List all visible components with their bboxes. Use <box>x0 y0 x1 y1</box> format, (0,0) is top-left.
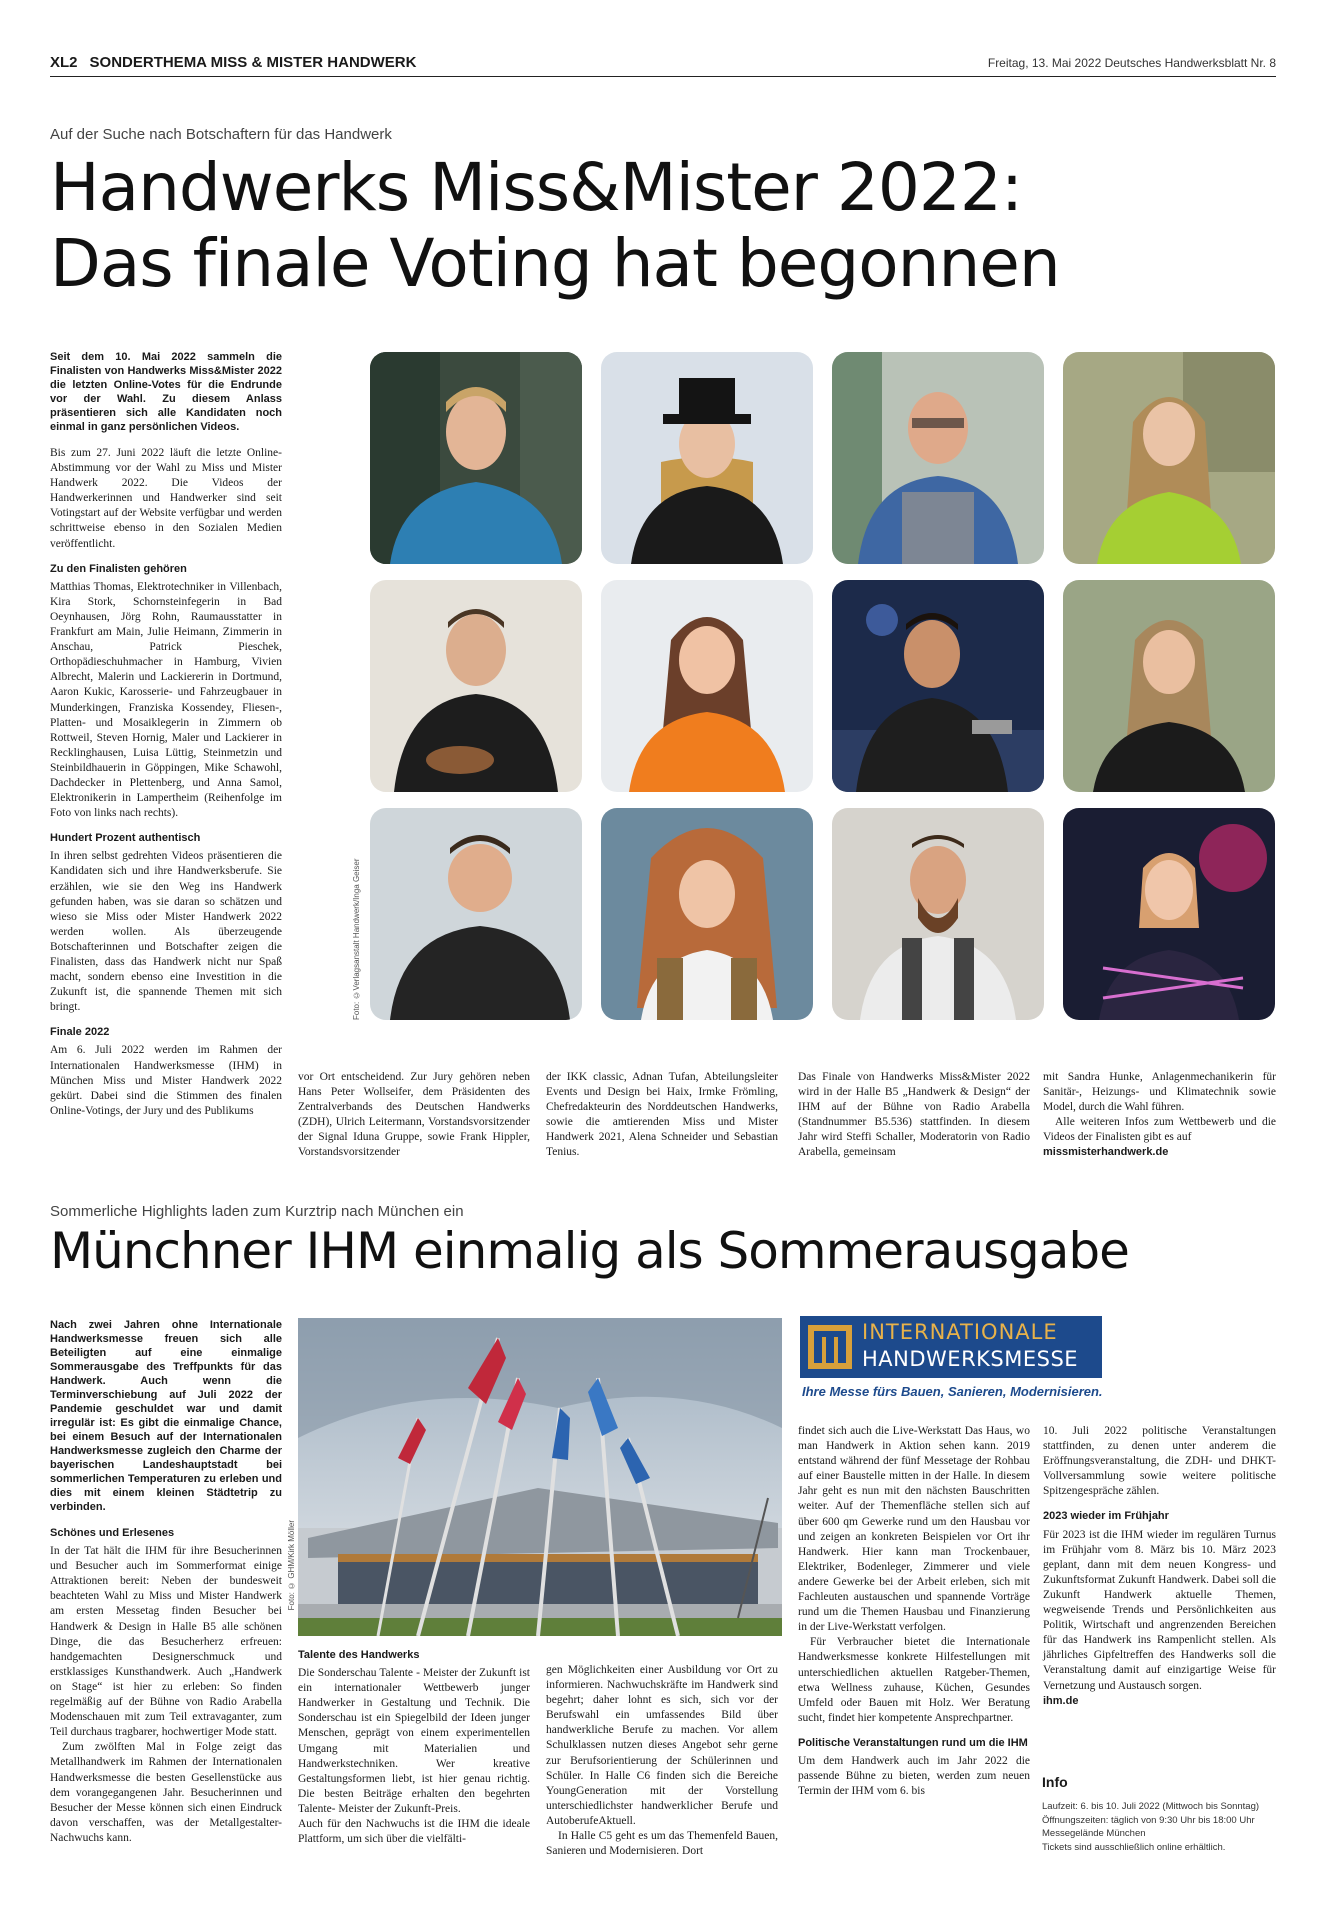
article2-subheading: Politische Veranstaltungen rund um die IHM <box>798 1736 1028 1749</box>
finalist-photo <box>370 352 582 564</box>
info-box-title: Info <box>1042 1774 1068 1790</box>
finalist-photo <box>601 352 813 564</box>
article1-headline <box>50 150 1060 302</box>
article1-subheading: Zu den Finalisten gehören <box>50 562 187 575</box>
article1-paragraph: Am 6. Juli 2022 werden im Rahmen der Internationalen Handwerksmesse (IHM) in München Miss und Mister Handwerk 2022 gekürt. Dabei sind die Stimmen des finalen Online-Votings, der Jury und des Publikums <box>50 1044 282 1117</box>
article2-subheading: Talente des Handwerks <box>298 1649 420 1661</box>
article2-column-3 <box>546 1663 778 1869</box>
section-title: SONDERTHEMA MISS & MISTER HANDWERK <box>89 54 417 71</box>
article1-lead: Seit dem 10. Mai 2022 sammeln die Finalisten von Handwerks Miss&Mister 2022 die letzten Online-Votes für die Endrunde vor der Wahl. Zu diesem Anlass präsentieren sich alle Kandidaten noch einmal in ganz persönlichen Videos. <box>50 351 282 433</box>
article2-column-4 <box>798 1424 1030 1809</box>
finalist-photo <box>1063 808 1275 1020</box>
article1-subheading: Hundert Prozent authentisch <box>50 832 201 845</box>
finalist-photo <box>370 808 582 1020</box>
article1-paragraph: Matthias Thomas, Elektrotechniker in Villenbach, Kira Stork, Schornsteinfegerin in Bad Oeynhausen, Jörg Rohn, Raumausstatter in Frankfurt am Main, Julie Heimann, Zimmerin in Anschau, Patrick Pieschek, Orthopädieschuhmacher in Hamburg, Vivien Albrecht, Malerin und Lackiererin in Dortmund, Aaron Kukic, Karosserie- und Fahrzeugbauer in Munderkingen, Franziska Kossendey, Fliesen-, Platten- und Mosaiklegerin in Zimmern ob Rottweil, Steven Hornig, Maler und Lackierer in Recklinghausen, Luisa Lüttig, Steinmetzin und Steinbildhauerin in Göppingen, Mike Schawohl, Dachdecker in Plettenberg, und Anna Samol, Elektronikerin in Lampertheim (Reihenfolge im Foto von links nach rechts). <box>50 580 282 820</box>
article2-subheading: 2023 wieder im Frühjahr <box>1043 1510 1169 1523</box>
article1-headline-line2: Das finale Voting hat begonnen <box>50 225 1060 302</box>
ihm-logo-line2: HANDWERKSMESSE <box>862 1347 1079 1371</box>
article1-paragraph: mit Sandra Hunke, Anlagenmechanikerin für Sanitär-, Heizungs- und Klimatechnik sowie Model, durch die Wahl führen. <box>1043 1071 1276 1114</box>
info-line: Öffnungszeiten: täglich von 9:30 Uhr bis 18:00 Uhr <box>1042 1814 1255 1826</box>
finalist-photo <box>1063 352 1275 564</box>
article1-headline-line1: Handwerks Miss&Mister 2022: <box>50 149 1023 226</box>
article2-paragraph: Um dem Handwerk auch im Jahr 2022 die passende Bühne zu bieten, werden zum neuen Termin der IHM vom 6. bis <box>798 1754 1030 1798</box>
info-box <box>1042 1800 1278 1854</box>
article1-paragraph: vor Ort entscheidend. Zur Jury gehören neben Hans Peter Wollseifer, dem Präsidenten des Zentralverbands des Deutschen Handwerks (ZDH), Ulrich Leitermann, Vorstandsvorsitzender der Signal Iduna Gruppe, sowie Frank Hippler, Vorstandsvorsitzender <box>298 1071 530 1159</box>
finalist-photo <box>832 580 1044 792</box>
article1-column-2 <box>298 1070 530 1171</box>
article1-column-3 <box>546 1070 778 1171</box>
trade-fair-photo <box>298 1318 782 1636</box>
article2-paragraph: 10. Juli 2022 politische Veranstaltungen stattfinden, zu denen unter anderem die Eröffnungsveranstaltung, die ZDH- und DHKT-Vollversammlung sowie weitere politische Spitzengespräche zählen. <box>1043 1425 1276 1498</box>
article2-paragraph: gen Möglichkeiten einer Ausbildung vor Ort zu informieren. Nachwuchskräfte im Handwerk sind begehrt; daher lohnt es sich, sich vor der Berufswahl ein umfassendes Bild über handwerkliche Berufe zu machen. Vor allem Schulklassen nutzen dieses Angebot sehr gerne zur Berufsorientierung der Schülerinnen und Schüler. In Halle C6 finden sich die Bereiche YoungGeneration mit der Vorstellung unterschiedlichster handwerklicher Berufe und AutoberufeAktuell. <box>546 1664 778 1827</box>
article1-paragraph: In ihren selbst gedrehten Videos präsentieren die Kandidaten sich und ihre Handwerksberufe. Sie erzählen, wie sie den Weg ins Handwerk gefunden haben, was sie daran so schätzen und wieso sie Miss oder Mister Handwerk 2022 werden wollen. Als überzeugende Botschafterinnen und Botschafter zeigen die Finalisten, dass das Handwerk nicht nur Spaß macht, sondern ebenso eine Investition in die Zukunft ist, die spannende Themen mit sich bringt. <box>50 850 282 1014</box>
article1-paragraph: Das Finale von Handwerks Miss&Mister 2022 wird in der Halle B5 „Handwerk & Design“ der IHM auf der Bühne von Radio Arabella (Standnummer B5.536) stattfinden. In diesem Jahr wird Steffi Schaller, Moderatorin von Radio Arabella, gemeinsam <box>798 1071 1030 1159</box>
ihm-logo-tagline: Ihre Messe fürs Bauen, Sanieren, Modernisieren. <box>802 1384 1103 1399</box>
article2-column-2 <box>298 1648 530 1857</box>
article2-subheading: Schönes und Erlesenes <box>50 1527 175 1539</box>
article2-paragraph: Für Verbraucher bietet die Internationale Handwerksmesse konkrete Hilfestellungen mit unterschiedlichen aktuellen Ratgeber-Themen, etwa Wellness zuhause, Küchen, Gesundes Umfeld oder Bauen mit Holz. Wer Beratung sucht, findet hier kompetente Ansprechpartner. <box>798 1636 1030 1724</box>
article2-paragraph: Zum zwölften Mal in Folge zeigt das Metallhandwerk im Rahmen der Internationalen Handwerksmesse die besten Gesellenstücke aus dem vorangegangenen Jahr. Besucherinnen und Besucher der Messe können sich einen Eindruck davon verschaffen, was der Metallgestalter-Nachwuchs kann. <box>50 1741 282 1844</box>
finalist-photo <box>1063 580 1275 792</box>
article2-column-5 <box>1043 1424 1276 1719</box>
article1-paragraph: Bis zum 27. Juni 2022 läuft die letzte Online-Abstimmung vor der Wahl zu Miss und Mister Handwerk 2022. Die Videos der Handwerkerinnen und Handwerker sind seit Votingstart auf der Website verfügbar und werden schrittweise ebenso in den Sozialen Medien veröffentlicht. <box>50 447 282 550</box>
article2-headline: Münchner IHM einmalig als Sommerausgabe <box>50 1222 1129 1280</box>
page-number: XL2 <box>50 54 78 71</box>
ihm-logo-line1: INTERNATIONALE <box>862 1320 1058 1344</box>
article2-paragraph: findet sich auch die Live-Werkstatt Das Haus, wo man Handwerk in Aktion sehen kann. 2019 entstand während der fünf Messetage der Rohbau auf einer Baustelle mitten in der Halle. In diesem Jahr geht es nun mit den nächsten Bauschritten weiter. Auf der Themenfläche stellen sich auf über 600 qm Gewerke rund um den Hausbau vor und zeigen an konkreten Beispielen vor Ort ihr Handwerk. Hier kann man Trockenbauer, Elektriker, Bodenleger, Zimmerer und viele andere Gewerke bei der Arbeit erleben, sich mit Fachleuten austauschen und spannende Vorträge rund um die Themen Hausbau und Finanzierung in der Live-Werkstatt verfolgen. <box>798 1425 1030 1634</box>
finalist-photo <box>832 352 1044 564</box>
article2-paragraph: Die Sonderschau Talente - Meister der Zukunft ist ein internationaler Wettbewerb junger Handwerker in Gestaltung und Technik. Die Sonderschau ist ein Spiegelbild der Ideen junger Menschen, geprägt von einem experimentellen Umgang mit Materialien und Handwerkstechniken. Wer kreative Gestaltungsformen liebt, ist hier genau richtig. Die besten Beiträge erhalten den begehrten Talente- Meister der Zukunft-Preis. <box>298 1667 530 1815</box>
article1-column-4 <box>798 1070 1030 1171</box>
article2-paragraph: Auch für den Nachwuchs ist die IHM die ideale Plattform, um sich über die vielfälti- <box>298 1818 530 1846</box>
article2-paragraph: In der Tat hält die IHM für ihre Besucherinnen und Besucher auch im Sommerformat einige Attraktionen bereit: Neben der bundesweit beachteten Wahl zu Miss und Mister Handwerk am ersten Messetag finden Besucher bei Handwerk & Design in Halle B5 alle schönen Dinge, die das Besucherherz erfreuen: handgemachten Designerschmuck und erstklassiges Kunsthandwerk. Auch „Handwerk on Stage“ ist hier zu erleben: So finden regelmäßig auf der Bühne von Radio Arabella Modenschauen mit zum Teil extravaganter, zum Teil durchaus tragbarer, hochwertiger Mode statt. <box>50 1545 282 1739</box>
article2-website-link[interactable]: ihm.de <box>1043 1694 1079 1707</box>
dateline: Freitag, 13. Mai 2022 Deutsches Handwerksblatt Nr. 8 <box>987 56 1276 70</box>
article1-column-1 <box>50 350 282 1129</box>
info-line: Laufzeit: 6. bis 10. Juli 2022 (Mittwoch bis Sonntag) <box>1042 1801 1260 1812</box>
ihm-logo <box>800 1316 1102 1378</box>
page-section-label <box>50 54 416 71</box>
finalist-photo <box>601 580 813 792</box>
ihm-logo-mark-icon <box>808 1325 852 1369</box>
article1-paragraph: der IKK classic, Adnan Tufan, Abteilungsleiter Events und Design bei Haix, Irmke Frömling, Chefredakteurin des Norddeutschen Handwerks, sowie die amtierenden Miss und Mister Handwerk 2021, Alena Schneider und Sebastian Tenius. <box>546 1071 778 1159</box>
finalist-photo <box>832 808 1044 1020</box>
page-header <box>50 54 1276 77</box>
article1-kicker: Auf der Suche nach Botschaftern für das Handwerk <box>50 126 392 143</box>
article2-paragraph: Für 2023 ist die IHM wieder im regulären Turnus im Frühjahr vom 8. März bis 10. März 2023 geplant, dann mit dem neuen Kongress- und Zukunftsformat Zukunft Handwerk. Dabei soll die Zukunft Handwerk aktuelle Themen, wegweisende Trends und Persönlichkeiten aus Politik, Wirtschaft und angrenzenden Bereichen für das Handwerk ins Rampenlicht stellen. Als jährliches Gipfeltreffen des Handwerks soll die Veranstaltung damit auf einzigartige Weise für Vernetzung und Austausch sorgen. <box>1043 1528 1276 1692</box>
finalist-photo <box>370 580 582 792</box>
article2-kicker: Sommerliche Highlights laden zum Kurztrip nach München ein <box>50 1203 464 1220</box>
article1-subheading: Finale 2022 <box>50 1026 110 1039</box>
article1-paragraph: Alle weiteren Infos zum Wettbewerb und die Videos der Finalisten gibt es auf <box>1043 1116 1276 1144</box>
info-line: Tickets sind ausschließlich online erhältlich. <box>1042 1841 1226 1853</box>
article2-column-1 <box>50 1318 282 1856</box>
article1-website-link[interactable]: missmisterhandwerk.de <box>1043 1146 1169 1159</box>
article2-photo-credit: Foto: © GHM/Kirk Möller <box>287 1520 296 1611</box>
finalist-photo <box>601 808 813 1020</box>
finalists-photo-grid <box>370 352 1276 1022</box>
article1-photo-credit: Foto: ©Verlagsanstalt Handwerk/Inga Geiser <box>352 858 361 1020</box>
article2-lead: Nach zwei Jahren ohne Internationale Handwerksmesse freuen sich alle Beteiligten auf eine einmalige Sommerausgabe des Treffpunkts für das Handwerk. Auch wenn die Terminverschiebung auf Juli 2022 der Pandemie geschuldet war und damit irregulär ist: Es gibt die einmalige Chance, bei einem Besuch auf der Internationalen Handwerksmesse zugleich den Charme der bayerischen Landeshauptstadt bei sommerlichen Temperaturen zu erleben und dies mit einem kleinen Städtetrip zu verbinden. <box>50 1319 282 1513</box>
info-line: Messegelände München <box>1042 1828 1146 1839</box>
article2-paragraph: In Halle C5 geht es um das Themenfeld Bauen, Sanieren und Modernisieren. Dort <box>546 1830 778 1858</box>
article1-column-5 <box>1043 1070 1276 1171</box>
